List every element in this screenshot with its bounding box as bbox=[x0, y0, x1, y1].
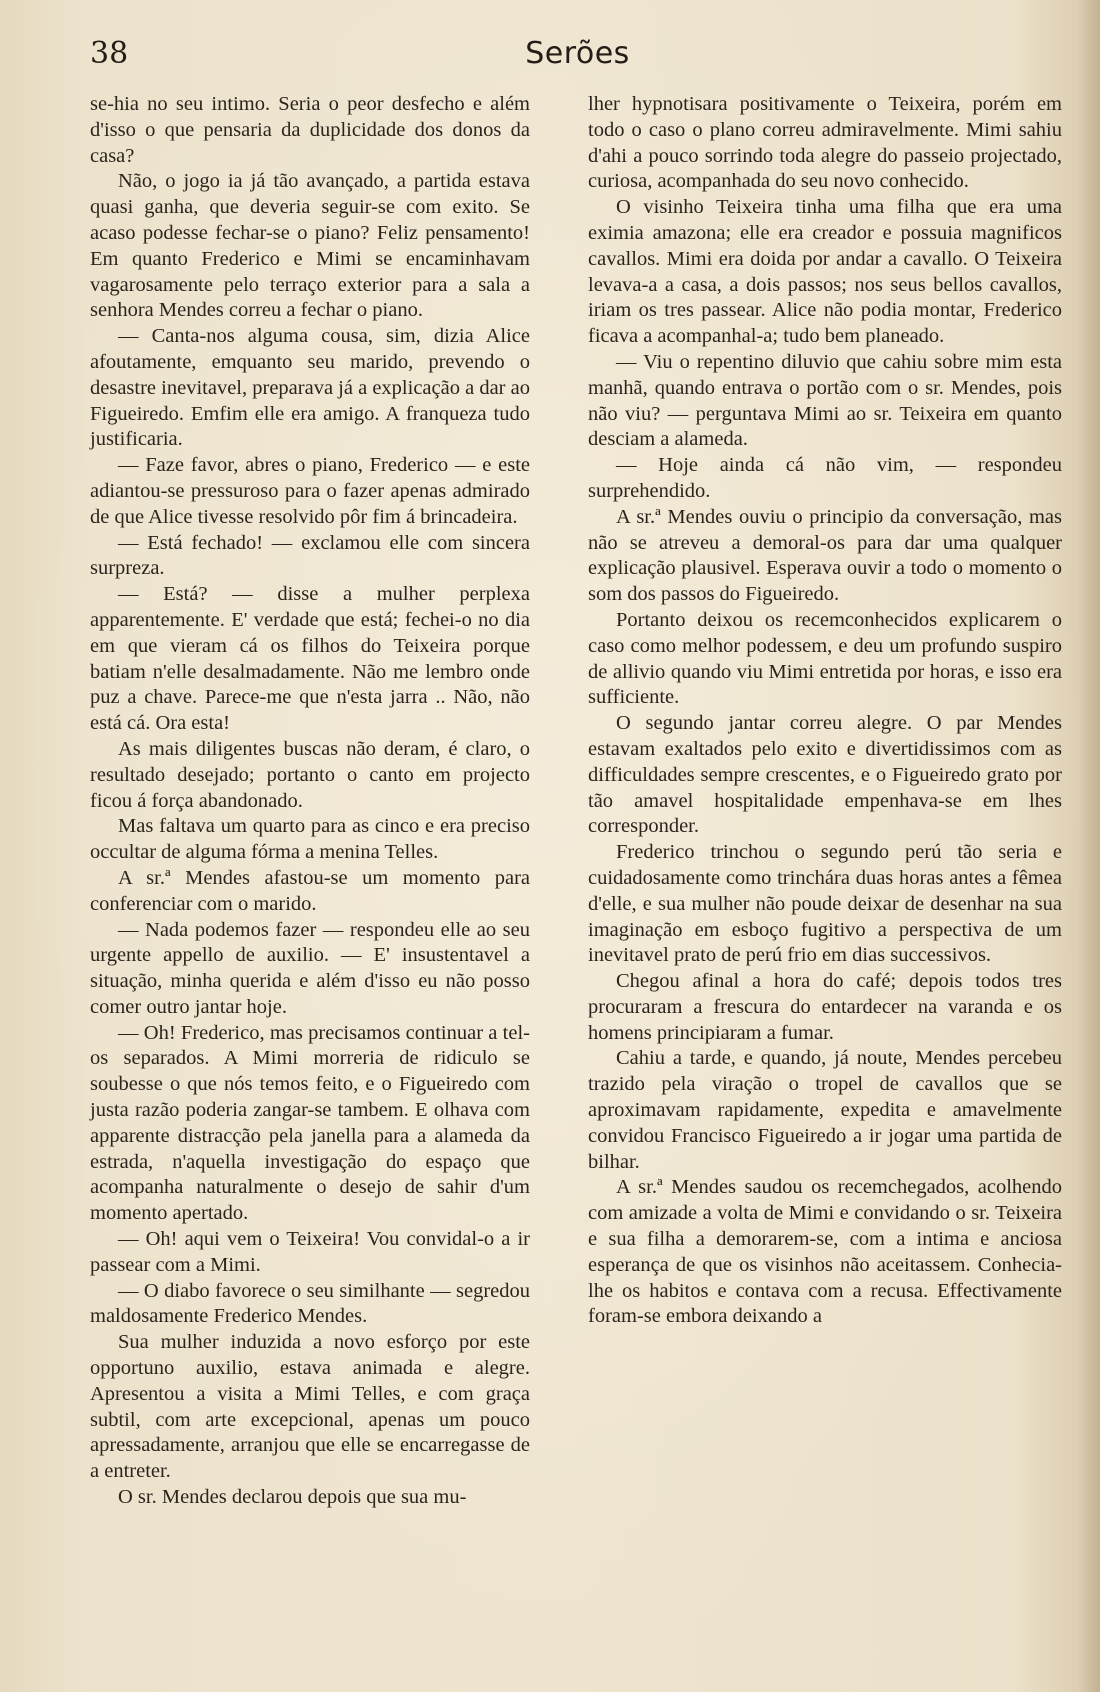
paragraph: Frederico trinchou o segundo perú tão seria e cuidadosamente como trinchára duas horas antes a fêmea d'elle, e sua mulher não poude deixar de desenhar na sua imaginação em esboço fugitivo a perspectiva de um inevitavel prato de perú frio em dias successivos. bbox=[588, 841, 1062, 967]
binding-shadow bbox=[1078, 0, 1100, 1692]
paragraph: — O diabo favorece o seu similhante — segredou maldosamente Frederico Mendes. bbox=[90, 1279, 530, 1328]
paragraph: — Nada podemos fazer — respondeu elle ao seu urgente appello de auxilio. — E' insustentavel a situação, minha querida e além d'isso eu não posso comer outro jantar hoje. bbox=[90, 918, 530, 1018]
paragraph: Mas faltava um quarto para as cinco e era preciso occultar de alguma fórma a menina Telles. bbox=[90, 815, 530, 864]
page-header bbox=[90, 36, 1065, 80]
paragraph: — Está? — disse a mulher perplexa apparentemente. E' verdade que está; fechei-o no dia em que vieram cá os filhos do Teixeira porque batiam n'elle desalmadamente. Não me lembro onde puz a chave. Parece-me que n'esta jarra .. Não, não está cá. Ora esta! bbox=[90, 583, 530, 735]
left-column bbox=[90, 92, 530, 1511]
paragraph: O segundo jantar correu alegre. O par Mendes estavam exaltados pelo exito e divertidissimos com as difficuldades sempre crescentes, e o Figueiredo grato por tão amavel hospitalidade empenhava-se em lhes corresponder. bbox=[588, 712, 1062, 838]
page-number: 38 bbox=[90, 36, 129, 71]
paragraph: — Canta-nos alguma cousa, sim, dizia Alice afoutamente, emquanto seu marido, prevendo o desastre inevitavel, preparava já a explicação a dar ao Figueiredo. Emfim elle era amigo. A franqueza tudo justificaria. bbox=[90, 325, 530, 451]
paragraph: Cahiu a tarde, e quando, já noute, Mendes percebeu trazido pela viração o tropel de cavallos que se aproximavam rapidamente, expedita e amavelmente convidou Francisco Figueiredo a ir jogar uma partida de bilhar. bbox=[588, 1047, 1062, 1173]
paragraph: O visinho Teixeira tinha uma filha que era uma eximia amazona; elle era creador e possuia magnificos cavallos. Mimi era doida por andar a cavallo. O Teixeira levava-a a casa, a dois passos; nos seus bellos cavallos, iriam os tres passear. Alice não podia montar, Frederico ficava a acompanhal-a; tudo bem planeado. bbox=[588, 196, 1062, 348]
paragraph: — Hoje ainda cá não vim, — respondeu surprehendido. bbox=[588, 454, 1062, 502]
paragraph: Chegou afinal a hora do café; depois todos tres procuraram a frescura do entardecer na varanda e os homens principiaram a fumar. bbox=[588, 970, 1062, 1044]
paragraph: O sr. Mendes declarou depois que sua mu- bbox=[118, 1486, 467, 1509]
paragraph: — Faze favor, abres o piano, Frederico — e este adiantou-se pressuroso para o fazer apenas admirado de que Alice tivesse resolvido pôr fim á brincadeira. bbox=[90, 454, 530, 528]
paragraph: A sr.ª Mendes saudou os recemchegados, acolhendo com amizade a volta de Mimi e convidando o sr. Teixeira e sua filha a demorarem-se, com a intima e anciosa esperança de que os visinhos não aceitassem. Conhecia-lhe os habitos e contava com a recusa. Effectivamente foram-se embora deixando a bbox=[588, 1176, 1062, 1328]
paragraph: A sr.ª Mendes afastou-se um momento para conferenciar com o marido. bbox=[90, 866, 530, 915]
paragraph: A sr.ª Mendes ouviu o principio da conversação, mas não se atreveu a demoral-os para dar uma qualquer explicação plausivel. Esperava ouvir a todo o momento o som dos passos do Figueiredo. bbox=[588, 505, 1062, 606]
paragraph: Sua mulher induzida a novo esforço por este opportuno auxilio, estava animada e alegre. Apresentou a visita a Mimi Telles, e com graça subtil, com arte excepcional, apenas um pouco apressadamente, arranjou que elle se encarregasse de a entreter. bbox=[90, 1331, 530, 1483]
paragraph: As mais diligentes buscas não deram, é claro, o resultado desejado; portanto o canto em projecto ficou á força abandonado. bbox=[90, 737, 530, 812]
paragraph: lher hypnotisara positivamente o Teixeira, porém em todo o caso o plano correu admiravelmente. Mimi sahiu d'ahi a pouco sorrindo toda alegre do passeio projectado, curiosa, acompanhada do seu novo conhecido. bbox=[588, 93, 1062, 193]
running-title: Serões bbox=[525, 36, 630, 71]
paragraph: — Viu o repentino diluvio que cahiu sobre mim esta manhã, quando entrava o portão com o sr. Mendes, pois não viu? — perguntava Mimi ao sr. Teixeira em quanto desciam a alameda. bbox=[588, 350, 1062, 451]
paragraph: Portanto deixou os recemconhecidos explicarem o caso como melhor podessem, e deu um profundo suspiro de allivio quando viu Mimi entretida por horas, e isso era sufficiente. bbox=[588, 608, 1062, 709]
paragraph: — Oh! Frederico, mas precisamos continuar a tel-os separados. A Mimi morreria de ridiculo se soubesse o que nós temos feito, e o Figueiredo com justa razão poderia zangar-se tambem. E olhava com apparente distracção pela janella para a alameda da estrada, n'aquella investigação do espaço que acompanha naturalmente o desejo de sahir d'um momento apertado. bbox=[90, 1021, 530, 1225]
right-column bbox=[588, 92, 1062, 1330]
paragraph: Não, o jogo ia já tão avançado, a partida estava quasi ganha, que deveria seguir-se com exito. Se acaso podesse fechar-se o piano? Feliz pensamento! Em quanto Frederico e Mimi se encaminhavam vagarosamente pelo terraço exterior para a sala a senhora Mendes correu a fechar o piano. bbox=[90, 170, 530, 322]
paragraph: — Oh! aqui vem o Teixeira! Vou convidal-o a ir passear com a Mimi. bbox=[90, 1228, 530, 1276]
paragraph: se-hia no seu intimo. Seria o peor desfecho e além d'isso o que pensaria da duplicidade dos donos da casa? bbox=[90, 93, 530, 167]
paragraph: — Está fechado! — exclamou elle com sincera surpreza. bbox=[90, 531, 530, 580]
